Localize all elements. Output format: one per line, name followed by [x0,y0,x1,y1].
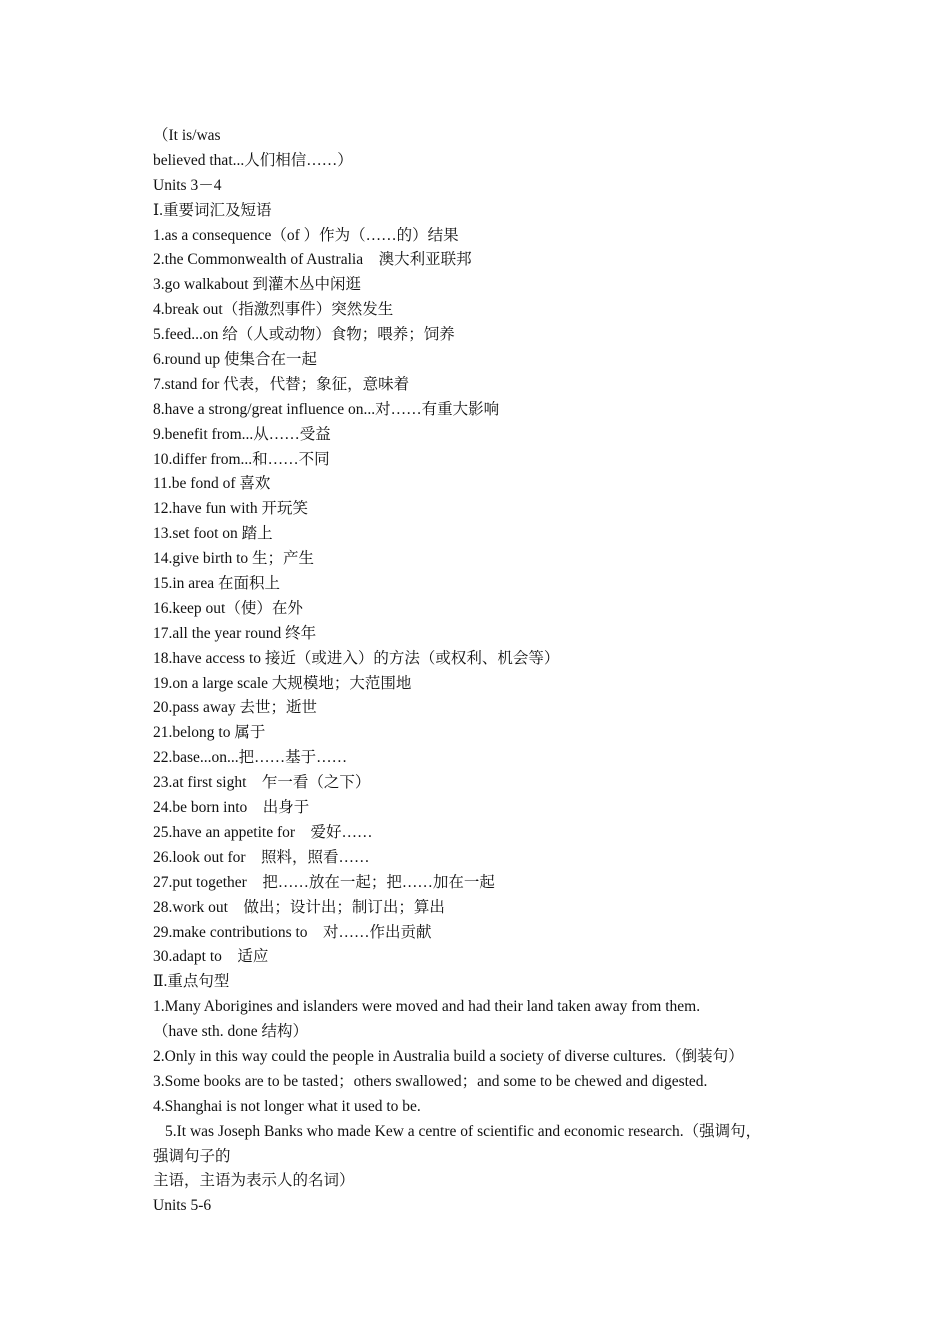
vocab-item: 8.have a strong/great influence on...对……有重大影响 [153,400,500,418]
vocab-item: 9.benefit from...从……受益 [153,425,331,443]
sentence-item: 3.Some books are to be tasted；others swallowed；and some to be chewed and digested. [153,1072,708,1090]
vocab-item: 30.adapt to 适应 [153,948,269,966]
intro-line-2: believed that...人们相信……） [153,151,353,169]
vocab-item: 29.make contributions to 对……作出贡献 [153,923,432,941]
sentence-item: 5.It was Joseph Banks who made Kew a centre of scientific and economic research.（强调句， [165,1122,762,1140]
sentence-continuation: 强调句子的 [153,1147,231,1165]
vocab-item: 19.on a large scale 大规模地；大范围地 [153,674,412,692]
vocab-item: 11.be fond of 喜欢 [153,475,271,493]
vocab-item: 15.in area 在面积上 [153,575,280,593]
intro-line-1: （It is/was [153,127,221,144]
vocab-item: 4.break out（指激烈事件）突然发生 [153,301,394,319]
vocab-item: 16.keep out（使）在外 [153,599,303,617]
vocab-item: 5.feed...on 给（人或动物）食物；喂养；饲养 [153,326,455,344]
vocab-item: 21.belong to 属于 [153,724,266,742]
document-body [153,124,813,1219]
vocab-item: 1.as a consequence（of ）作为（……的）结果 [153,226,459,244]
vocab-item: 27.put together 把……放在一起；把……加在一起 [153,873,495,891]
vocab-item: 22.base...on...把……基于…… [153,749,348,767]
vocab-item: 17.all the year round 终年 [153,624,317,642]
section-heading-units-3-4: Units 3－4 [153,176,222,194]
sentence-item: 4.Shanghai is not longer what it used to be. [153,1097,421,1115]
sentence-heading: Ⅱ.重点句型 [153,973,230,991]
vocab-item: 12.have fun with 开玩笑 [153,500,308,518]
vocab-item: 23.at first sight 乍一看（之下） [153,774,371,792]
vocab-item: 20.pass away 去世；逝世 [153,699,318,717]
vocab-heading: Ⅰ.重要词汇及短语 [153,201,272,219]
vocab-item: 18.have access to 接近（或进入）的方法（或权利、机会等） [153,649,560,667]
vocab-item: 6.round up 使集合在一起 [153,351,318,369]
vocab-item: 3.go walkabout 到灌木丛中闲逛 [153,276,361,294]
vocab-item: 7.stand for 代表，代替；象征，意味着 [153,375,410,393]
vocab-item: 26.look out for 照料，照看…… [153,848,370,866]
sentence-item: 2.Only in this way could the people in Australia build a society of diverse cultures.（倒装句） [153,1047,744,1065]
sentence-item: 1.Many Aborigines and islanders were moved and had their land taken away from them. [153,998,701,1016]
section-heading-units-5-6: Units 5-6 [153,1197,212,1215]
vocab-item: 10.differ from...和……不同 [153,450,330,468]
sentence-note: （have sth. done 结构） [153,1023,308,1041]
vocab-item: 28.work out 做出；设计出；制订出；算出 [153,898,445,916]
vocab-item: 25.have an appetite for 爱好…… [153,823,373,841]
vocab-item: 2.the Commonwealth of Australia 澳大利亚联邦 [153,251,472,269]
sentence-continuation: 主语，主语为表示人的名词） [153,1172,355,1190]
vocab-item: 24.be born into 出身于 [153,799,310,817]
vocab-item: 14.give birth to 生；产生 [153,550,315,568]
vocab-item: 13.set foot on 踏上 [153,525,273,543]
